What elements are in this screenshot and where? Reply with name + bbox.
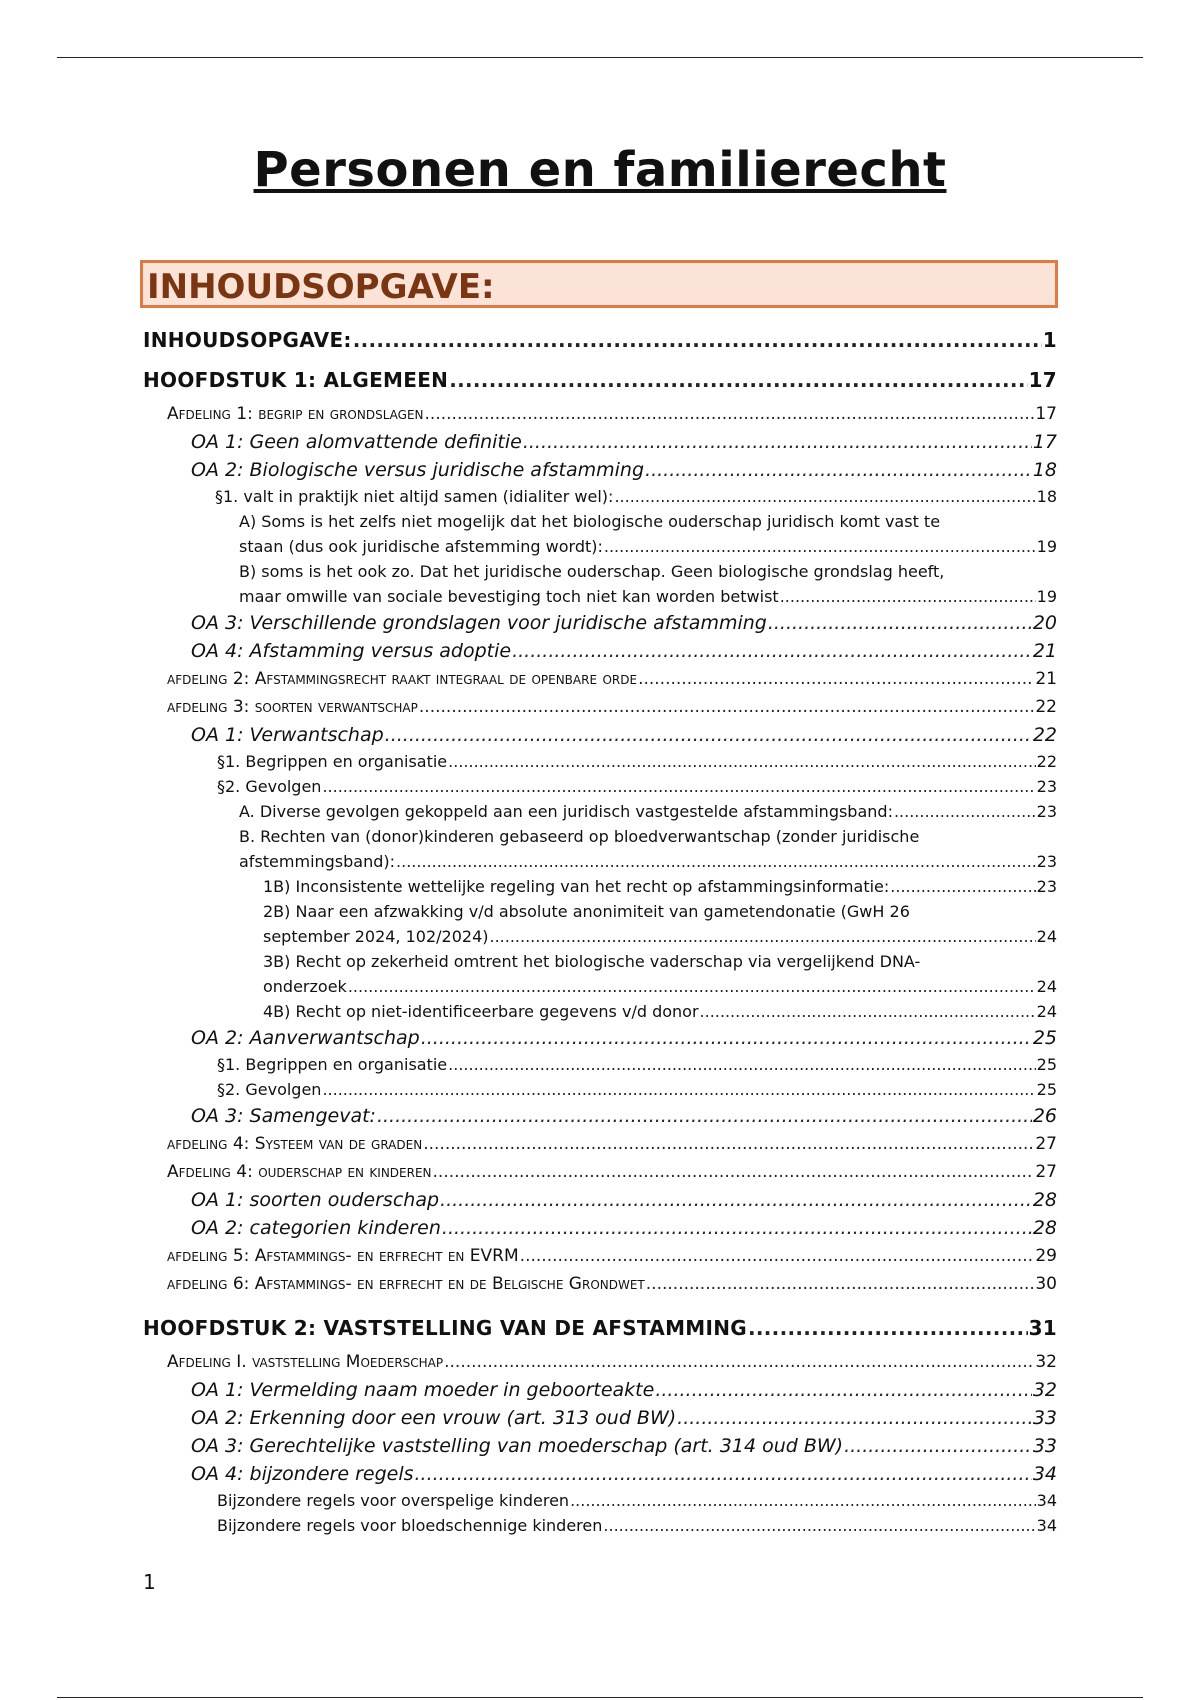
toc-page-number: 27 bbox=[1035, 1162, 1057, 1182]
toc-entry-text: §2. Gevolgen bbox=[217, 1080, 322, 1099]
toc-entry-line2 bbox=[263, 924, 1057, 949]
top-rule bbox=[57, 57, 1143, 58]
toc-page-number: 30 bbox=[1035, 1274, 1057, 1294]
toc-entry[interactable] bbox=[143, 1432, 1057, 1460]
toc-page-number: 33 bbox=[1032, 1435, 1057, 1457]
toc-leader-dots bbox=[512, 637, 1032, 665]
toc-entry-text: 4B) Recht op niet-identificeerbare gegevens v/d donor bbox=[263, 1002, 699, 1021]
toc-entry-text: OA 3: Verschillende grondslagen voor juridische afstamming bbox=[191, 612, 767, 634]
toc-leader-dots bbox=[646, 1270, 1035, 1298]
toc-page-number: 21 bbox=[1035, 669, 1057, 689]
toc-entry-text-line1: 2B) Naar een afzwakking v/d absolute anonimiteit van gametendonatie (GwH 26 bbox=[263, 902, 910, 921]
toc-leader-dots bbox=[890, 874, 1035, 899]
toc-leader-dots bbox=[655, 1376, 1031, 1404]
toc-page-number: 24 bbox=[1036, 977, 1057, 996]
toc-entry[interactable] bbox=[143, 721, 1057, 749]
toc-page-number: 22 bbox=[1035, 697, 1057, 717]
toc-entry[interactable] bbox=[143, 824, 1057, 874]
toc-leader-dots bbox=[748, 1308, 1028, 1348]
toc-entry-text: Bijzondere regels voor overspelige kinderen bbox=[217, 1491, 570, 1510]
toc-entry-text: staan (dus ook juridische afstemming wordt): bbox=[239, 537, 603, 556]
page-number: 1 bbox=[143, 1570, 156, 1594]
toc-leader-dots bbox=[894, 799, 1036, 824]
toc-page-number: 18 bbox=[1036, 487, 1057, 506]
toc-leader-dots bbox=[322, 1077, 1035, 1102]
toc-page-number: 19 bbox=[1036, 537, 1057, 556]
toc-page-number: 33 bbox=[1032, 1407, 1057, 1429]
toc-entry-text: Bijzondere regels voor bloedschennige kinderen bbox=[217, 1516, 603, 1535]
toc-leader-dots bbox=[377, 1102, 1032, 1130]
toc-entry[interactable] bbox=[143, 1102, 1057, 1130]
toc-entry-text: afstemmingsband): bbox=[239, 852, 396, 871]
toc-leader-dots bbox=[442, 1214, 1032, 1242]
toc-leader-dots bbox=[677, 1404, 1032, 1432]
toc-entry[interactable] bbox=[143, 400, 1057, 428]
toc-page-number: 18 bbox=[1032, 459, 1057, 481]
toc-entry-text: Afdeling I. vaststelling Moederschap bbox=[167, 1352, 444, 1372]
toc-leader-dots bbox=[520, 1242, 1035, 1270]
toc-entry[interactable] bbox=[143, 428, 1057, 456]
toc-leader-dots bbox=[645, 456, 1032, 484]
toc-entry-text: OA 4: Afstamming versus adoptie bbox=[191, 640, 512, 662]
toc-leader-dots bbox=[425, 400, 1035, 428]
toc-heading-box bbox=[140, 260, 1058, 308]
toc-entry-text: maar omwille van sociale bevestiging toch niet kan worden betwist bbox=[239, 587, 779, 606]
toc-heading: INHOUDSOPGAVE: bbox=[147, 267, 495, 307]
toc-page-number: 19 bbox=[1036, 587, 1057, 606]
toc-entry-text: afdeling 5: Afstammings- en erfrecht en EVRM bbox=[167, 1246, 519, 1266]
toc-entry[interactable] bbox=[143, 1158, 1057, 1186]
toc-entry-line2 bbox=[239, 849, 1057, 874]
toc-entry-text-line1: A) Soms is het zelfs niet mogelijk dat het biologische ouderschap juridisch komt vast te bbox=[239, 512, 941, 531]
toc-entry-text: OA 2: Aanverwantschap bbox=[191, 1027, 420, 1049]
toc-entry-text: afdeling 6: Afstammings- en erfrecht en de Belgische Grondwet bbox=[167, 1274, 645, 1294]
toc-leader-dots bbox=[348, 974, 1036, 999]
toc-page-number: 31 bbox=[1028, 1316, 1057, 1340]
toc-page-number: 26 bbox=[1032, 1105, 1057, 1127]
toc-page-number: 23 bbox=[1036, 877, 1057, 896]
toc-entry-text: OA 2: Erkenning door een vrouw (art. 313 oud BW) bbox=[191, 1407, 677, 1429]
toc-entry[interactable] bbox=[143, 874, 1057, 899]
toc-leader-dots bbox=[523, 428, 1032, 456]
toc-entry-text: OA 3: Samengevat: bbox=[191, 1105, 376, 1127]
toc-page-number: 21 bbox=[1032, 640, 1057, 662]
toc-entry[interactable] bbox=[143, 1460, 1057, 1488]
toc-leader-dots bbox=[489, 924, 1035, 949]
toc-entry[interactable] bbox=[143, 456, 1057, 484]
toc-leader-dots bbox=[700, 999, 1036, 1024]
toc-entry[interactable] bbox=[143, 1404, 1057, 1432]
toc-entry[interactable] bbox=[143, 1308, 1057, 1348]
bottom-rule bbox=[57, 1697, 1143, 1698]
toc-entry[interactable] bbox=[143, 899, 1057, 949]
toc-entry[interactable] bbox=[143, 1242, 1057, 1270]
toc-entry-text: afdeling 4: Systeem van de graden bbox=[167, 1134, 423, 1154]
toc-entry-text: Afdeling 1: begrip en grondslagen bbox=[167, 404, 424, 424]
toc-leader-dots bbox=[440, 1186, 1032, 1214]
toc-leader-dots bbox=[604, 534, 1036, 559]
toc-entry-line2 bbox=[239, 534, 1057, 559]
toc-entry[interactable] bbox=[143, 1348, 1057, 1376]
toc-page-number: 25 bbox=[1032, 1027, 1057, 1049]
toc-page-number: 25 bbox=[1036, 1055, 1057, 1074]
toc-entry[interactable] bbox=[143, 749, 1057, 774]
toc-page-number: 29 bbox=[1035, 1246, 1057, 1266]
toc-leader-dots bbox=[444, 1348, 1034, 1376]
toc-page-number: 22 bbox=[1036, 752, 1057, 771]
toc-entry-text: OA 1: soorten ouderschap bbox=[191, 1189, 440, 1211]
toc-leader-dots bbox=[396, 849, 1036, 874]
toc-leader-dots bbox=[419, 693, 1034, 721]
toc-entry[interactable] bbox=[143, 1130, 1057, 1158]
toc-page-number: 17 bbox=[1032, 431, 1057, 453]
toc-page-number: 23 bbox=[1036, 777, 1057, 796]
toc-leader-dots bbox=[780, 584, 1036, 609]
toc-page-number: 27 bbox=[1035, 1134, 1057, 1154]
toc-entry-text: INHOUDSOPGAVE: bbox=[143, 328, 352, 352]
toc-entry-text: OA 1: Vermelding naam moeder in geboorteakte bbox=[191, 1379, 655, 1401]
toc-entry-text: afdeling 2: Afstammingsrecht raakt integraal de openbare orde bbox=[167, 669, 638, 689]
toc-entry[interactable] bbox=[143, 665, 1057, 693]
toc-entry[interactable] bbox=[143, 559, 1057, 609]
toc-page-number: 34 bbox=[1032, 1463, 1057, 1485]
toc-leader-dots bbox=[768, 609, 1032, 637]
toc-page-number: 20 bbox=[1032, 612, 1057, 634]
toc-leader-dots bbox=[614, 484, 1035, 509]
toc-entry-text-line1: 3B) Recht op zekerheid omtrent het biologische vaderschap via vergelijkend DNA- bbox=[263, 952, 921, 971]
toc-entry[interactable] bbox=[143, 320, 1057, 360]
toc-entry-text: HOOFDSTUK 1: ALGEMEEN bbox=[143, 368, 449, 392]
toc-page-number: 23 bbox=[1036, 852, 1057, 871]
toc-entry[interactable] bbox=[143, 484, 1057, 509]
toc-entry-text: §1. Begrippen en organisatie bbox=[217, 752, 448, 771]
toc-entry[interactable] bbox=[143, 609, 1057, 637]
toc-entry-text: Afdeling 4: ouderschap en kinderen bbox=[167, 1162, 432, 1182]
table-of-contents bbox=[143, 320, 1057, 1538]
toc-entry[interactable] bbox=[143, 1488, 1057, 1513]
toc-leader-dots bbox=[638, 665, 1034, 693]
toc-page-number: 24 bbox=[1036, 927, 1057, 946]
toc-entry[interactable] bbox=[143, 693, 1057, 721]
toc-page-number: 34 bbox=[1036, 1491, 1057, 1510]
toc-entry-text: §1. Begrippen en organisatie bbox=[217, 1055, 448, 1074]
toc-entry[interactable] bbox=[143, 999, 1057, 1024]
toc-entry[interactable] bbox=[143, 1270, 1057, 1298]
toc-entry[interactable] bbox=[143, 509, 1057, 559]
toc-leader-dots bbox=[415, 1460, 1032, 1488]
toc-entry-text: §1. valt in praktijk niet altijd samen (idialiter wel): bbox=[215, 487, 614, 506]
toc-page-number: 24 bbox=[1036, 1002, 1057, 1021]
toc-leader-dots bbox=[448, 1052, 1036, 1077]
toc-entry[interactable] bbox=[143, 949, 1057, 999]
toc-page-number: 1 bbox=[1042, 328, 1057, 352]
toc-leader-dots bbox=[448, 749, 1036, 774]
toc-page-number: 25 bbox=[1036, 1080, 1057, 1099]
toc-page-number: 22 bbox=[1032, 724, 1057, 746]
toc-leader-dots bbox=[570, 1488, 1036, 1513]
toc-page-number: 34 bbox=[1036, 1516, 1057, 1535]
toc-entry-text: afdeling 3: soorten verwantschap bbox=[167, 697, 418, 717]
toc-entry[interactable] bbox=[143, 1186, 1057, 1214]
toc-entry[interactable] bbox=[143, 774, 1057, 799]
toc-leader-dots bbox=[322, 774, 1035, 799]
toc-leader-dots bbox=[449, 360, 1027, 400]
toc-entry-text: A. Diverse gevolgen gekoppeld aan een juridisch vastgestelde afstammingsband: bbox=[239, 802, 893, 821]
toc-entry-text: OA 1: Verwantschap bbox=[191, 724, 384, 746]
toc-entry-text: 1B) Inconsistente wettelijke regeling van het recht op afstammingsinformatie: bbox=[263, 877, 890, 896]
toc-page-number: 32 bbox=[1035, 1352, 1057, 1372]
toc-entry[interactable] bbox=[143, 1513, 1057, 1538]
toc-page-number: 23 bbox=[1036, 802, 1057, 821]
toc-leader-dots bbox=[433, 1158, 1035, 1186]
toc-entry-line2 bbox=[263, 974, 1057, 999]
toc-leader-dots bbox=[385, 721, 1032, 749]
toc-entry[interactable] bbox=[143, 360, 1057, 400]
toc-entry-text-line1: B. Rechten van (donor)kinderen gebaseerd op bloedverwantschap (zonder juridische bbox=[239, 827, 920, 846]
toc-entry-text: OA 1: Geen alomvattende definitie bbox=[191, 431, 522, 453]
toc-entry-line2 bbox=[239, 584, 1057, 609]
toc-entry-text: HOOFDSTUK 2: VASTSTELLING VAN DE AFSTAMMING bbox=[143, 1316, 747, 1340]
toc-entry-text: OA 2: categorien kinderen bbox=[191, 1217, 441, 1239]
toc-entry[interactable] bbox=[143, 637, 1057, 665]
toc-entry[interactable] bbox=[143, 1376, 1057, 1404]
toc-entry[interactable] bbox=[143, 1024, 1057, 1052]
toc-entry-text: september 2024, 102/2024) bbox=[263, 927, 489, 946]
toc-page-number: 28 bbox=[1032, 1217, 1057, 1239]
toc-entry[interactable] bbox=[143, 799, 1057, 824]
toc-entry[interactable] bbox=[143, 1214, 1057, 1242]
toc-leader-dots bbox=[603, 1513, 1035, 1538]
toc-entry-text: OA 4: bijzondere regels bbox=[191, 1463, 414, 1485]
toc-entry-text: OA 2: Biologische versus juridische afstamming bbox=[191, 459, 645, 481]
toc-leader-dots bbox=[423, 1130, 1034, 1158]
toc-entry-text: onderzoek bbox=[263, 977, 347, 996]
document-title: Personen en familierecht bbox=[253, 142, 947, 198]
toc-entry[interactable] bbox=[143, 1077, 1057, 1102]
toc-page-number: 28 bbox=[1032, 1189, 1057, 1211]
toc-leader-dots bbox=[844, 1432, 1032, 1460]
toc-leader-dots bbox=[421, 1024, 1032, 1052]
toc-entry-text: OA 3: Gerechtelijke vaststelling van moederschap (art. 314 oud BW) bbox=[191, 1435, 844, 1457]
toc-entry[interactable] bbox=[143, 1052, 1057, 1077]
toc-entry-text: §2. Gevolgen bbox=[217, 777, 322, 796]
toc-entry-text-line1: B) soms is het ook zo. Dat het juridische ouderschap. Geen biologische grondslag heeft, bbox=[239, 562, 945, 581]
toc-page-number: 17 bbox=[1035, 404, 1057, 424]
toc-page-number: 32 bbox=[1032, 1379, 1057, 1401]
toc-page-number: 17 bbox=[1028, 368, 1057, 392]
toc-leader-dots bbox=[353, 320, 1042, 360]
